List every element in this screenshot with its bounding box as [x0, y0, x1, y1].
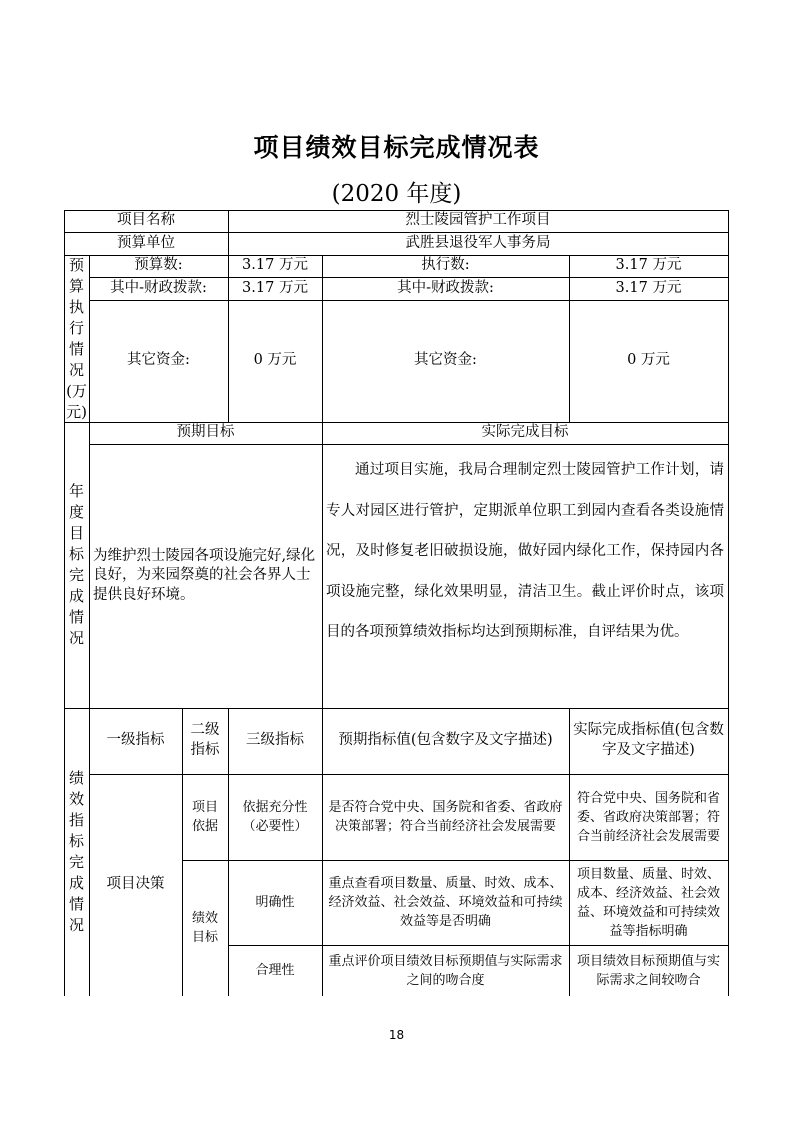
level2-target: 绩效目标 — [191, 911, 218, 945]
actual-clarity: 项目数量、质量、时效、成本、经济效益、社会效益、环境效益和可持续效益等指标明确 — [576, 866, 720, 939]
actual-target-header: 实际完成目标 — [481, 424, 569, 441]
fiscal-allocation-exec-label: 其中-财政拨款: — [397, 279, 494, 296]
other-funds-label: 其它资金: — [127, 352, 190, 369]
expected-value-header: 预期指标值(包含数字及文字描述) — [338, 732, 553, 749]
actual-value-header: 实际完成指标值(包含数字及文字描述) — [573, 722, 724, 758]
budget-unit-value: 武胜县退役军人事务局 — [405, 234, 551, 251]
level3-header: 三级指标 — [246, 732, 304, 749]
annual-section-label: 年度目标完成情况 — [68, 482, 84, 647]
performance-section-label: 绩效指标完成情况 — [68, 769, 84, 934]
project-name-value: 烈士陵园管护工作项目 — [405, 212, 551, 229]
level3-clarity: 明确性 — [255, 895, 295, 910]
budget-amount-label: 预算数: — [134, 257, 183, 274]
page-title: 项目绩效目标完成情况表 — [253, 133, 540, 162]
level3-rationality: 合理性 — [255, 963, 295, 978]
level2-basis: 项目依据 — [191, 800, 218, 834]
execution-amount-label: 执行数: — [421, 257, 470, 274]
budget-amount-value: 3.17 万元 — [242, 257, 308, 274]
page-number: 18 — [388, 1028, 405, 1042]
level1-header: 一级指标 — [106, 732, 165, 749]
budget-section-label: 预算执行情况(万元) — [66, 255, 87, 421]
fiscal-allocation-label: 其中-财政拨款: — [110, 279, 207, 296]
other-funds-exec-value: 0 万元 — [627, 352, 670, 369]
level2-header: 二级指标 — [190, 722, 220, 758]
fiscal-allocation-value: 3.17 万元 — [242, 279, 308, 296]
level3-sufficiency: 依据充分性（必要性） — [242, 800, 308, 834]
other-funds-exec-label: 其它资金: — [414, 352, 477, 369]
budget-unit-label: 预算单位 — [117, 234, 175, 251]
expected-target-text: 为维护烈士陵园各项设施完好,绿化良好，为来园祭奠的社会各界人士提供良好环境。 — [93, 547, 316, 603]
page-subtitle: (2020 年度) — [331, 181, 462, 207]
expected-sufficiency: 是否符合党中央、国务院和省委、省政府决策部署；符合当前经济社会发展需要 — [328, 800, 563, 834]
expected-clarity: 重点查看项目数量、质量、时效、成本、经济效益、社会效益、环境效益和可持续效益等是否明确 — [328, 876, 563, 929]
expected-rationality: 重点评价项目绩效目标预期值与实际需求之间的吻合度 — [328, 953, 563, 988]
performance-table — [64, 210, 729, 996]
expected-target-header: 预期目标 — [176, 424, 235, 441]
project-name-label: 项目名称 — [117, 212, 175, 229]
level1-decision: 项目决策 — [106, 876, 165, 893]
execution-amount-value: 3.17 万元 — [615, 257, 682, 274]
actual-target-text: 通过项目实施，我局合理制定烈士陵园管护工作计划，请专人对园区进行管护，定期派单位职工到园内查看各类设施情况，及时修复老旧破损设施，做好园内绿化工作，保持园内各项设施完整，绿化效果明显，清洁卫生。截止评价时点，该项目的各项预算绩效指标均达到预期标准，自评结果为优。 — [326, 462, 724, 640]
fiscal-allocation-exec-value: 3.17 万元 — [615, 279, 682, 296]
actual-rationality: 项目绩效目标预期值与实际需求之间较吻合 — [576, 953, 720, 988]
other-funds-value: 0 万元 — [253, 352, 297, 369]
actual-sufficiency: 符合党中央、国务院和省委、省政府决策部署；符合当前经济社会发展需要 — [576, 790, 720, 844]
